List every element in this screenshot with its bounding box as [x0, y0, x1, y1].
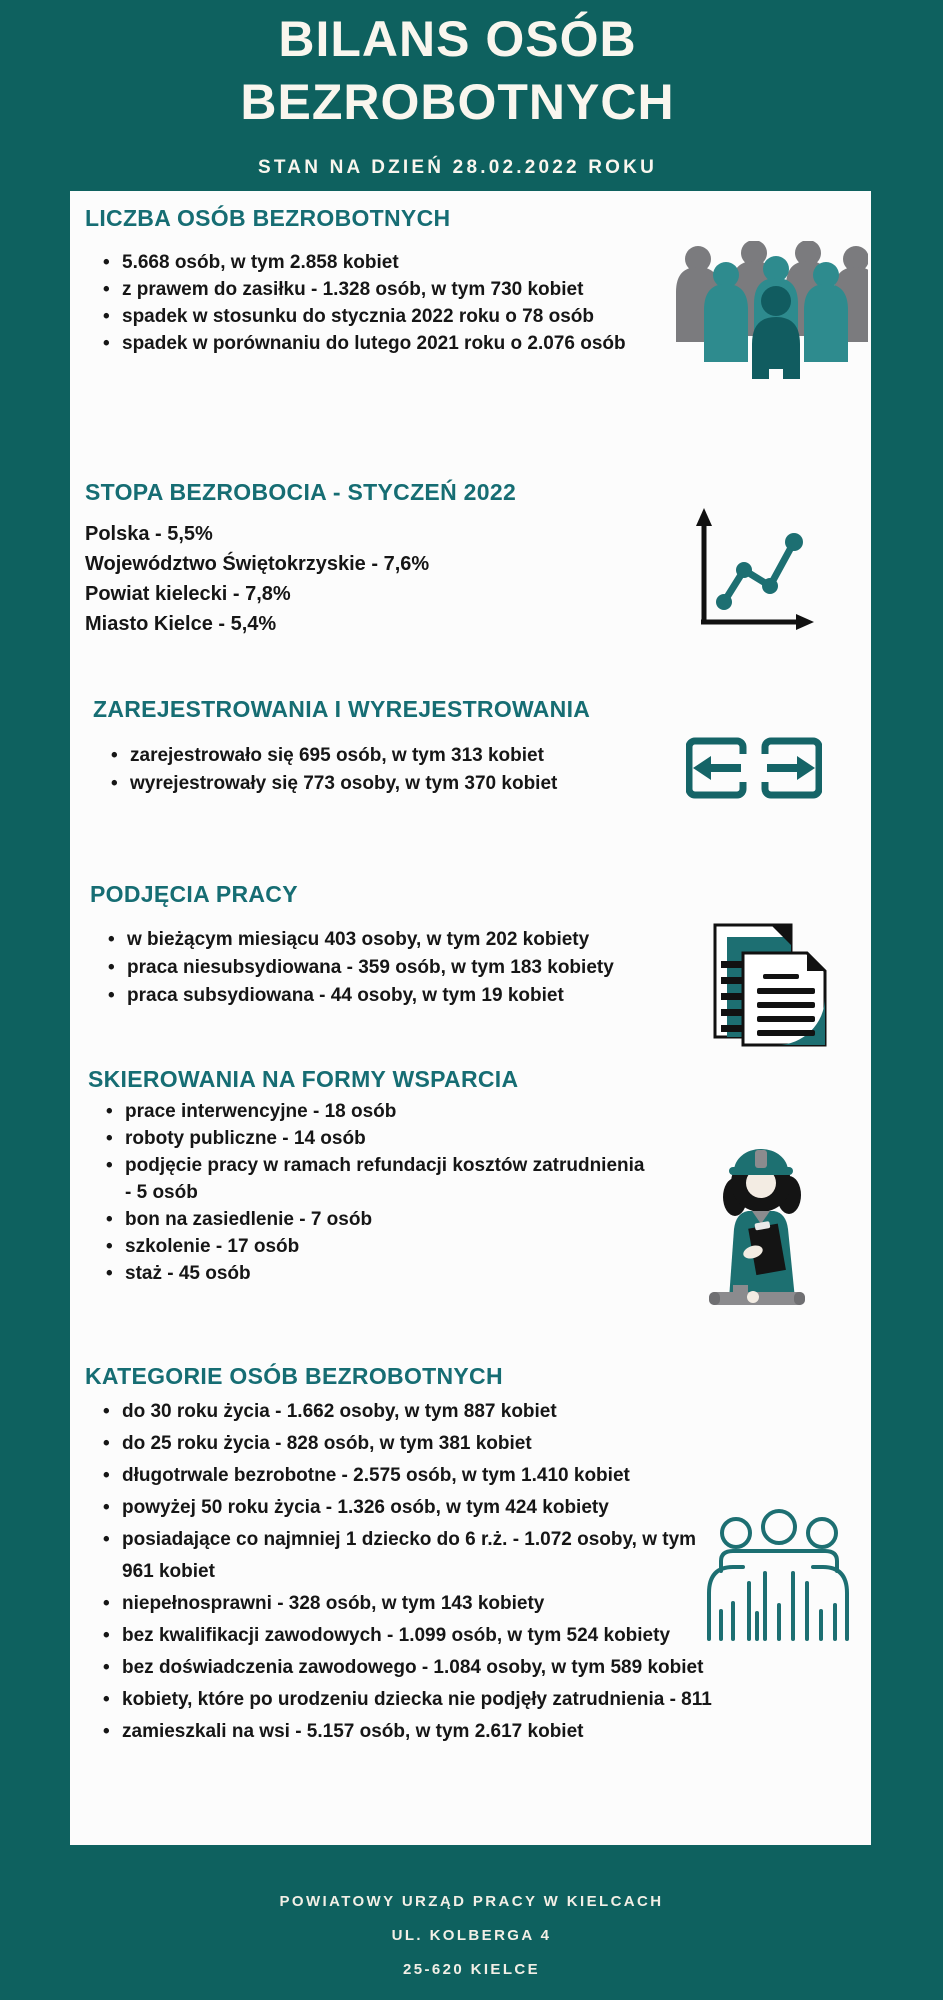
list-item: • roboty publiczne - 14 osób [125, 1125, 650, 1152]
page-title-line1: BILANS OSÓB [278, 11, 637, 67]
section-heading: SKIEROWANIA NA FORMY WSPARCIA [88, 1066, 519, 1092]
page-title-line2: BEZROBOTNYCH [240, 74, 675, 130]
section-liczba-osob [85, 205, 685, 357]
list-item: • z prawem do zasiłku - 1.328 osób, w tym 730 kobiet [122, 276, 682, 303]
list-item: • prace interwencyjne - 18 osób [125, 1098, 650, 1125]
list-item: • praca niesubsydiowana - 359 osób, w tym 183 kobiety [127, 954, 687, 982]
list-item: • niepełnosprawni - 328 osób, w tym 143 kobiety [122, 1588, 722, 1620]
section-heading: KATEGORIE OSÓB BEZROBOTNYCH [85, 1363, 503, 1389]
section-heading: STOPA BEZROBOCIA - STYCZEŃ 2022 [85, 479, 517, 505]
list-item: • bez doświadczenia zawodowego - 1.084 osoby, w tym 589 kobiet [122, 1652, 722, 1684]
section-podjecia-pracy [90, 881, 690, 1010]
section-skierowania [88, 1066, 668, 1287]
documents-icon [713, 917, 828, 1052]
list-item: • bez kwalifikacji zawodowych - 1.099 osób, w tym 524 kobiety [122, 1620, 722, 1652]
list-item: • bon na zasiedlenie - 7 osób [125, 1206, 650, 1233]
section-kategorie [85, 1363, 725, 1748]
section-heading: PODJĘCIA PRACY [90, 881, 298, 907]
crowd-icon [668, 241, 868, 386]
in-out-arrows-icon [686, 737, 822, 805]
group-outline-icon [703, 1509, 853, 1654]
list-item: • w bieżącym miesiącu 403 osoby, w tym 202 kobiety [127, 926, 687, 954]
list-item: • do 25 roku życia - 828 osób, w tym 381 kobiet [122, 1428, 722, 1460]
section-list [88, 1098, 650, 1287]
list-item: • posiadające co najmniej 1 dziecko do 6 r.ż. - 1.072 osoby, w tym 961 kobiet [122, 1524, 722, 1588]
list-item: • kobiety, które po urodzeniu dziecka nie podjęły zatrudnienia - 811 [122, 1684, 722, 1716]
list-item: • podjęcie pracy w ramach refundacji kosztów zatrudnienia - 5 osób [125, 1152, 650, 1206]
list-item: • do 30 roku życia - 1.662 osoby, w tym 887 kobiet [122, 1396, 722, 1428]
list-item: • powyżej 50 roku życia - 1.326 osób, w tym 424 kobiety [122, 1492, 722, 1524]
list-item: • spadek w stosunku do stycznia 2022 roku o 78 osób [122, 303, 682, 330]
list-item: Miasto Kielce - 5,4% [85, 613, 277, 635]
section-list [93, 742, 690, 798]
section-stopa-bezrobocia [85, 479, 685, 639]
section-heading: ZAREJESTROWANIA I WYREJESTROWANIA [93, 696, 591, 722]
footer [0, 1845, 943, 1987]
list-item: Powiat kielecki - 7,8% [85, 583, 291, 605]
list-item: • długotrwale bezrobotne - 2.575 osób, w tym 1.410 kobiet [122, 1460, 722, 1492]
section-list [85, 249, 682, 357]
header [0, 0, 943, 179]
section-list [85, 1396, 722, 1748]
section-zarejestrowania [93, 696, 693, 798]
line-chart-icon [686, 504, 818, 639]
list-item: • szkolenie - 17 osób [125, 1233, 650, 1260]
list-item: Województwo Świętokrzyskie - 7,6% [85, 553, 430, 575]
list-item: • praca subsydiowana - 44 osoby, w tym 19 kobiet [127, 982, 687, 1010]
list-item: • zamieszkali na wsi - 5.157 osób, w tym 2.617 kobiet [122, 1716, 722, 1748]
section-list [90, 926, 687, 1010]
worker-woman-icon [703, 1129, 823, 1314]
list-item: • spadek w porównaniu do lutego 2021 roku o 2.076 osób [122, 330, 682, 357]
page-subtitle: STAN NA DZIEŃ 28.02.2022 ROKU [258, 157, 657, 178]
section-list [85, 519, 685, 639]
list-item: • 5.668 osób, w tym 2.858 kobiet [122, 249, 682, 276]
list-item: • zarejestrowało się 695 osób, w tym 313 kobiet [130, 742, 690, 770]
page-title [0, 8, 929, 134]
content-card [70, 191, 871, 1845]
footer-org-name: POWIATOWY URZĄD PRACY W KIELCACH [279, 1893, 664, 1910]
list-item: • staż - 45 osób [125, 1260, 650, 1287]
footer-city: 25-620 KIELCE [402, 1961, 541, 1978]
list-item: Polska - 5,5% [85, 523, 213, 545]
list-item: • wyrejestrowały się 773 osoby, w tym 370 kobiet [130, 770, 690, 798]
section-heading: LICZBA OSÓB BEZROBOTNYCH [85, 205, 451, 231]
footer-street: UL. KOLBERGA 4 [391, 1927, 552, 1944]
